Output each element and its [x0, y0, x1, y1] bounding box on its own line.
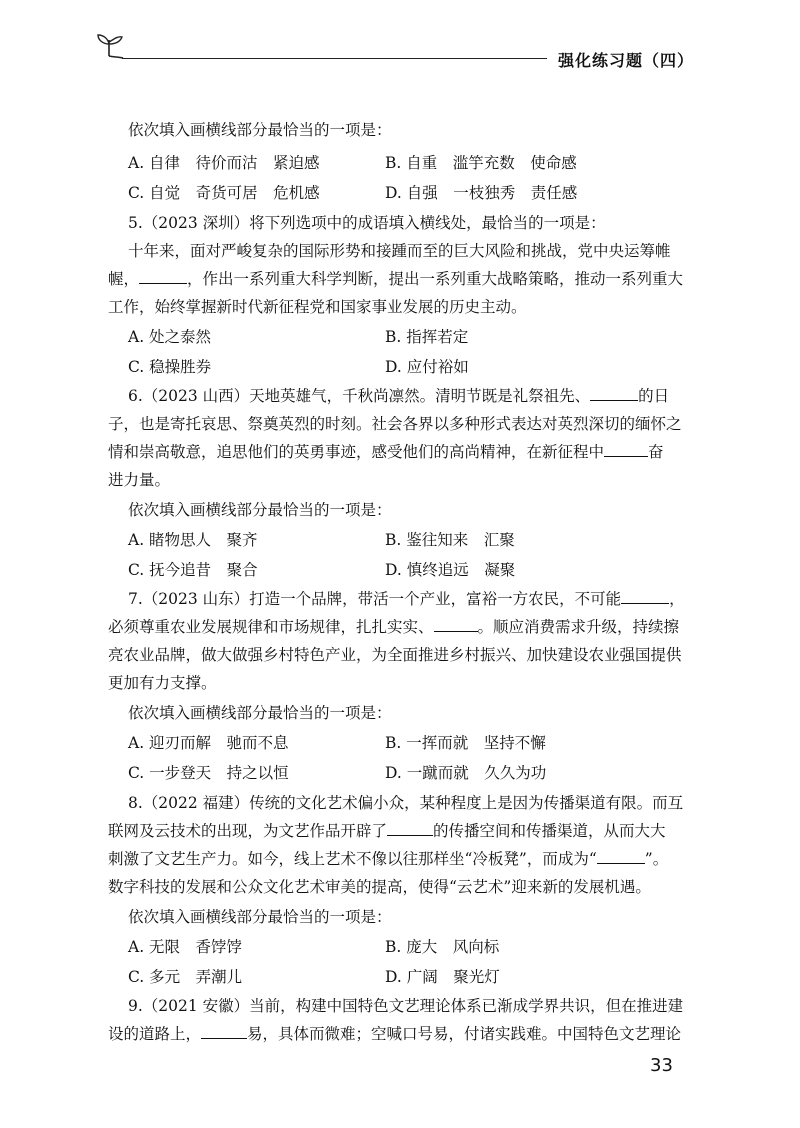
header-rule [122, 58, 547, 59]
option-c: C. 抚今追昔 聚合 [128, 561, 258, 579]
option-d: D. 应付裕如 [385, 358, 469, 376]
text-segment: 6.（2023 山西）天地英雄气，千秋尚凛然。清明节既是礼祭祖先、 [128, 387, 591, 405]
text-line [108, 847, 668, 871]
text-segment: 必须尊重农业发展规律和市场规律，扎扎实实、 [108, 618, 434, 636]
fill-blank [434, 615, 478, 632]
fill-blank [201, 1022, 247, 1039]
option-b: B. 鉴往知来 汇聚 [385, 531, 515, 549]
option-a: A. 自律 待价而沽 紧迫感 [128, 154, 320, 172]
option-d: D. 一蹴而就 久久为功 [385, 764, 547, 782]
option-a: A. 处之泰然 [128, 328, 212, 346]
text-line: 依次填入画横线部分最恰当的一项是： [128, 908, 392, 926]
text-segment: ”。 [644, 850, 669, 868]
option-d: D. 广阔 聚光灯 [385, 968, 500, 986]
option-c: C. 稳操胜券 [128, 358, 212, 376]
option-d: D. 自强 一枝独秀 责任感 [385, 184, 578, 202]
option-a: A. 睹物思人 聚齐 [128, 531, 258, 549]
option-a: A. 无限 香饽饽 [128, 938, 243, 956]
fill-blank [590, 384, 638, 401]
text-segment: 设的道路上， [108, 1025, 202, 1043]
text-segment: 刺激了文艺生产力。如今，线上艺术不像以往那样坐“冷板凳”，而成为“ [108, 850, 597, 868]
option-c: C. 多元 弄潮儿 [128, 968, 243, 986]
text-segment: 幄， [108, 270, 140, 288]
text-line [108, 440, 664, 464]
text-line: 依次填入画横线部分最恰当的一项是： [128, 121, 392, 139]
text-line [108, 1022, 681, 1046]
option-c: C. 一步登天 持之以恒 [128, 764, 289, 782]
option-b: B. 自重 滥竽充数 使命感 [385, 154, 577, 172]
fill-blank [604, 440, 648, 457]
question-7-title [128, 587, 685, 611]
text-segment: 。顺应消费需求升级，持续擦 [477, 618, 680, 636]
text-line: 依次填入画横线部分最恰当的一项是： [128, 704, 392, 722]
text-line: 更加有力支撑。 [108, 674, 217, 692]
question-8-title: 8.（2022 福建）传统的文化艺术偏小众，某种程度上是因为传播渠道有限。而互 [128, 794, 684, 812]
text-segment: 奋 [648, 443, 664, 461]
text-line: 进力量。 [108, 471, 171, 489]
text-segment: 联网及云技术的出现，为文艺作品开辟了 [108, 822, 388, 840]
text-line: 十年来，面对严峻复杂的国际形势和接踵而至的巨大风险和挑战，党中央运筹帷 [128, 242, 671, 260]
text-segment: 的传播空间和传播渠道，从而大大 [433, 822, 666, 840]
question-6-title [128, 384, 669, 408]
text-line [108, 615, 679, 639]
option-b: B. 一挥而就 坚持不懈 [385, 734, 546, 752]
text-segment: 情和崇高敬意，追思他们的英勇事迹，感受他们的高尚精神，在新征程中 [108, 443, 605, 461]
text-segment: 的日 [638, 387, 670, 405]
text-segment: ， [669, 590, 685, 608]
running-header [0, 0, 800, 90]
page-header-title: 强化练习题（四） [558, 51, 695, 70]
page-number: 33 [650, 1055, 673, 1076]
text-line [108, 267, 683, 291]
option-b: B. 指挥若定 [385, 328, 469, 346]
fill-blank [597, 847, 645, 864]
leaf-icon [95, 30, 125, 60]
text-line: 子，也是寄托哀思、祭奠英烈的时刻。社会各界以多种形式表达对英烈深切的缅怀之 [108, 415, 682, 433]
text-segment: 7.（2023 山东）打造一个品牌，带活一个产业，富裕一方农民，不可能 [128, 590, 622, 608]
text-line: 工作，始终掌握新时代新征程党和国家事业发展的历史主动。 [108, 298, 527, 316]
fill-blank [387, 819, 433, 836]
question-5-title: 5.（2023 深圳）将下列选项中的成语填入横线处，最恰当的一项是： [128, 214, 606, 232]
fill-blank [139, 267, 187, 284]
text-line [108, 819, 666, 843]
question-9-title: 9.（2021 安徽）当前，构建中国特色文艺理论体系已渐成学界共识，但在推进建 [128, 997, 684, 1015]
option-b: B. 庞大 风向标 [385, 938, 500, 956]
option-a: A. 迎刃而解 驰而不息 [128, 734, 289, 752]
option-d: D. 慎终追远 凝聚 [385, 561, 516, 579]
text-segment: ，作出一系列重大科学判断，提出一系列重大战略策略，推动一系列重大 [187, 270, 684, 288]
fill-blank [621, 587, 669, 604]
text-segment: 易，具体而微难；空喊口号易，付诸实践难。中国特色文艺理论 [247, 1025, 682, 1043]
text-line: 亮农业品牌，做大做强乡村特色产业，为全面推进乡村振兴、加快建设农业强国提供 [108, 646, 682, 664]
option-c: C. 自觉 奇货可居 危机感 [128, 184, 320, 202]
text-line: 依次填入画横线部分最恰当的一项是： [128, 501, 392, 519]
text-line: 数字科技的发展和公众文化艺术审美的提高，使得“云艺术”迎来新的发展机遇。 [108, 878, 651, 896]
